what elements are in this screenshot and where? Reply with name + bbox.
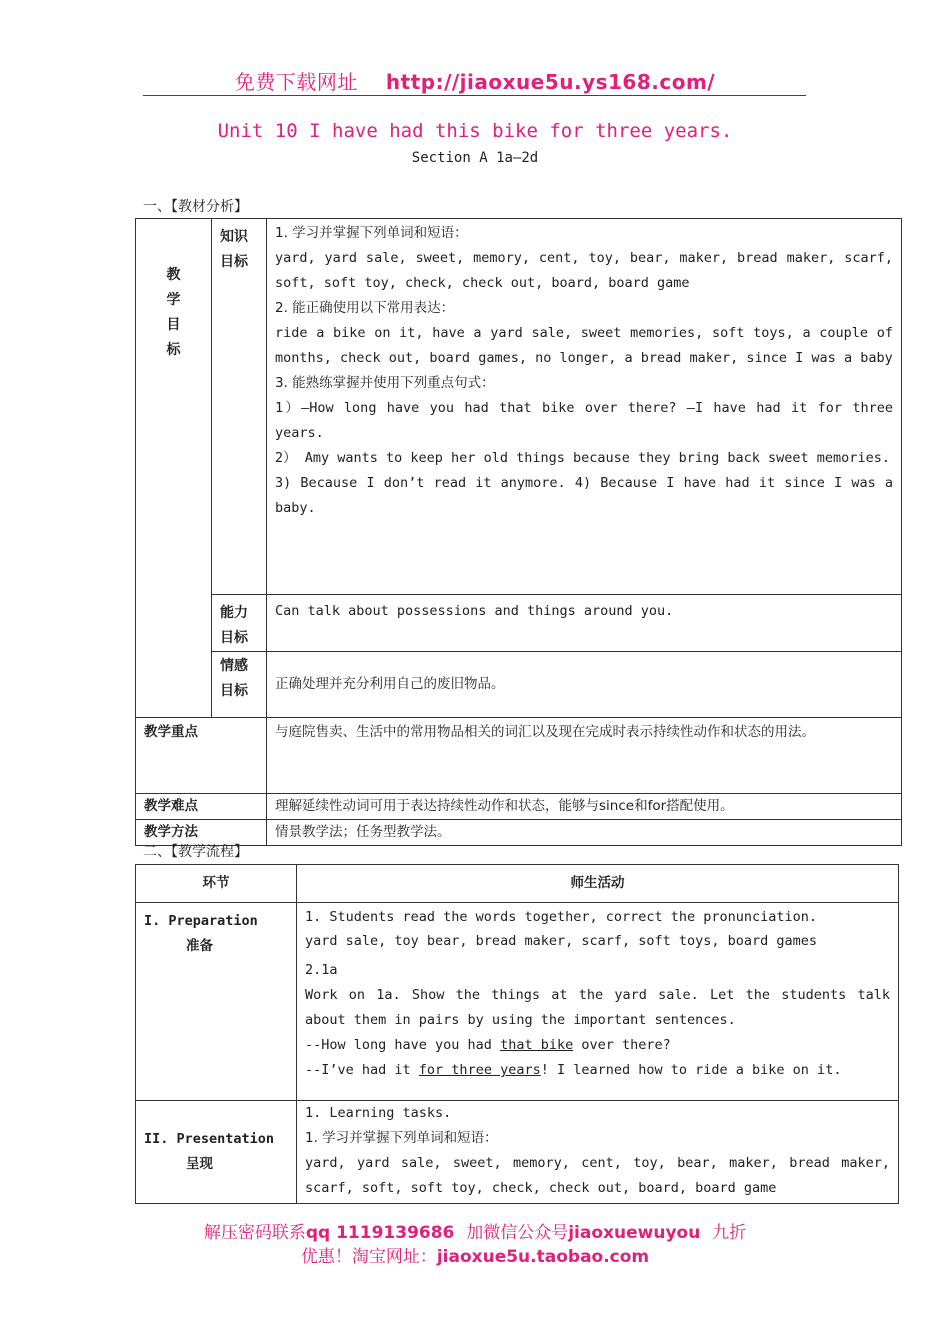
difficulties-content: 理解延续性动词可用于表达持续性动作和状态，能够与since和for搭配使用。: [267, 794, 902, 820]
footer-line-1: 解压密码联系qq 1119139686 加微信公众号jiaoxuewuyou 九折: [203, 1223, 747, 1243]
knowledge-line: 2） Amy wants to keep her old things because they bring back sweet memories.: [275, 450, 890, 466]
table-row: [136, 1101, 899, 1204]
activity-line: 1. 学习并掌握下列单词和短语：: [305, 1130, 498, 1146]
header-divider: [143, 95, 806, 96]
underlined-phrase: for three years: [418, 1062, 541, 1078]
section1-heading: 一、【教材分析】: [143, 199, 248, 215]
difficulties-row: [136, 794, 902, 820]
dialog-line: --How long have you had that bike over there?: [305, 1037, 671, 1053]
page-title: Unit 10 I have had this bike for three years.: [217, 120, 733, 142]
col-header-activities: 师生活动: [297, 865, 899, 903]
stage-cell: [136, 903, 297, 1101]
activity-line: 1. Students read the words together, correct the pronunciation.: [305, 909, 818, 925]
knowledge-line: 3) Because I don’t read it anymore. 4) Because I have had it since I was a baby.: [275, 475, 893, 516]
emotion-content: 正确处理并充分利用自己的废旧物品。: [267, 652, 902, 718]
header-url[interactable]: http://jiaoxue5u.ys168.com/: [385, 70, 716, 94]
analysis-table: [135, 218, 902, 846]
knowledge-line: 1）—How long have you had that bike over there? —I have had it for three years.: [275, 400, 893, 441]
activity-cell: [297, 903, 899, 1101]
knowledge-line: ride a bike on it, have a yard sale, sweet memories, soft toys, a couple of months, check out, board games, no longer, a bread maker, since I was a baby: [275, 325, 893, 366]
ability-row: [136, 595, 902, 652]
table-row: [136, 903, 899, 1101]
emotion-label: 情感 目标: [212, 652, 267, 718]
taobao-link[interactable]: jiaoxue5u.taobao.com: [436, 1247, 650, 1267]
methods-content: 情景教学法；任务型教学法。: [267, 820, 902, 846]
knowledge-content: [267, 219, 902, 595]
section2-heading: 二、【教学流程】: [143, 844, 248, 860]
knowledge-line: yard, yard sale, sweet, memory, cent, toy, bear, maker, bread maker, scarf, soft, soft toy, check, check out, board, board game: [275, 250, 893, 291]
difficulties-label: 教学难点: [136, 794, 267, 820]
goals-label: 教 学 目 标: [136, 219, 212, 718]
activity-line: 1. Learning tasks.: [305, 1105, 452, 1121]
key-points-content: 与庭院售卖、生活中的常用物品相关的词汇以及现在完成时表示持续性动作和状态的用法。: [267, 718, 902, 794]
key-points-label: 教学重点: [136, 718, 267, 794]
header-download-text: 免费下载网址: [234, 70, 358, 94]
header-link[interactable]: [0, 66, 950, 95]
methods-row: [136, 820, 902, 846]
activity-cell: [297, 1101, 899, 1204]
stage-cn: 呈现: [186, 1156, 213, 1172]
methods-label: 教学方法: [136, 820, 267, 846]
process-header-row: [136, 865, 899, 903]
knowledge-label: 知识 目标: [212, 219, 267, 595]
col-header-stage: 环节: [136, 865, 297, 903]
page-subtitle: Section A 1a—2d: [411, 150, 539, 166]
knowledge-line: 3. 能熟练掌握并使用下列重点句式：: [275, 375, 495, 391]
dialog-line: --I’ve had it for three years! I learned how to ride a bike on it.: [305, 1062, 842, 1078]
ability-label: 能力 目标: [212, 595, 267, 652]
underlined-phrase: that bike: [500, 1037, 574, 1053]
stage-en: II. Presentation: [144, 1131, 275, 1147]
knowledge-line: 1. 学习并掌握下列单词和短语：: [275, 225, 468, 241]
process-table: [135, 864, 899, 1204]
knowledge-line: 2. 能正确使用以下常用表达：: [275, 300, 455, 316]
stage-en: I. Preparation: [144, 913, 258, 929]
activity-line: 2.1a: [305, 962, 338, 978]
footer-line-2[interactable]: 优惠！淘宝网址：jiaoxue5u.taobao.com: [300, 1247, 650, 1267]
stage-cn: 准备: [186, 938, 213, 954]
emotion-row: [136, 652, 902, 718]
knowledge-row: [136, 219, 902, 595]
activity-line: yard, yard sale, sweet, memory, cent, toy, bear, maker, bread maker, scarf, soft, soft toy, check, check out, board, board game: [305, 1155, 890, 1196]
stage-cell: [136, 1101, 297, 1204]
activity-line: yard sale, toy bear, bread maker, scarf, soft toys, board games: [305, 933, 818, 949]
activity-line: Work on 1a. Show the things at the yard sale. Let the students talk about them in pairs by using the important sentences.: [305, 987, 890, 1028]
ability-content: Can talk about possessions and things around you.: [267, 595, 902, 652]
key-points-row: [136, 718, 902, 794]
